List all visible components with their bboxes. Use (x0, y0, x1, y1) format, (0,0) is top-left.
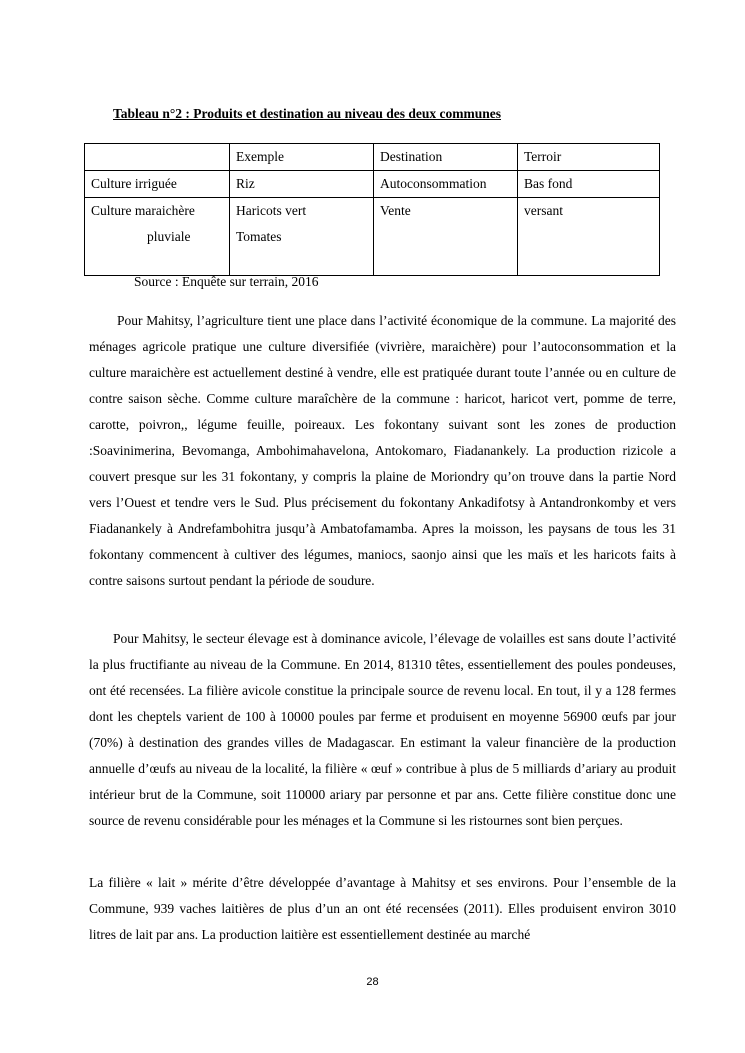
paragraph-lait: La filière « lait » mérite d’être développée d’avantage à Mahitsy et ses environs. Pour l’ensemble de la Commune, 939 vaches laitières de plus d’un an ont été recensées (2011). Elles produisent environ 3010 litres de lait par ans. La production laitière est essentiellement destinée au marché (89, 875, 676, 942)
header-cell-exemple: Exemple (230, 144, 374, 171)
table-header-row (85, 144, 660, 171)
cell-line (91, 224, 223, 250)
table-cell: Vente (374, 198, 518, 276)
table-row (85, 198, 660, 276)
table-cell (85, 198, 230, 276)
header-cell-empty (85, 144, 230, 171)
products-table (84, 143, 660, 276)
cell-line: Culture maraichère (91, 203, 195, 218)
table-cell: Autoconsommation (374, 171, 518, 198)
cell-line-indented: pluviale (147, 229, 191, 244)
header-cell-destination: Destination (374, 144, 518, 171)
table-cell: Culture irriguée (85, 171, 230, 198)
cell-line: Haricots vert (236, 203, 307, 218)
table-cell: Bas fond (518, 171, 660, 198)
table-caption: Tableau n°2 : Produits et destination au niveau des deux communes (113, 106, 501, 121)
table-row (85, 171, 660, 198)
table-cell: versant (518, 198, 660, 276)
table-cell: Riz (230, 171, 374, 198)
paragraph-agriculture: Pour Mahitsy, l’agriculture tient une place dans l’activité économique de la commune. La majorité des ménages agricole pratique une culture diversifiée (vivrière, maraichère) pour l’autoconsommation et la culture maraichère est actuellement destiné à vendre, elle est pratiquée durant toute l’année ou en culture de contre saison sèche. Comme culture maraîchère de la commune : haricot, haricot vert, pomme de terre, carotte, poivron,, légume feuille, poireaux. Les fokontany suivant sont les zones de production :Soavinimerina, Bevomanga, Ambohimahavelona, Antokomaro, Fiadanankely. La production rizicole a couvert presque sur les 31 fokontany, y compris la plaine de Moriondry qu’on trouve dans la partie Nord vers l’Ouest et tendre vers le Sud. Plus précisement du fokontany Ankadifotsy à Antandronkomby et vers Fiadanankely à Andrefambohitra jusqu’à Ambatofamamba. Apres la moisson, les paysans de tous les 31 fokontany commencent à cultiver des légumes, maniocs, saonjo ainsi que les maïs et les haricots faits à contre saisons surtout pendant la période de soudure. (89, 313, 676, 588)
cell-line: Tomates (236, 229, 282, 244)
table-cell (230, 198, 374, 276)
page-number: 28 (366, 976, 379, 988)
table-source: Source : Enquête sur terrain, 2016 (134, 274, 319, 289)
paragraph-elevage: Pour Mahitsy, le secteur élevage est à dominance avicole, l’élevage de volailles est sans doute l’activité la plus fructifiante au niveau de la Commune. En 2014, 81310 têtes, essentiellement des poules pondeuses, ont été recensées. La filière avicole constitue la principale source de revenu local. En tout, il y a 128 fermes dont les cheptels varient de 100 à 10000 poules par ferme et produisent en moyenne 56900 œufs par jour (70%) à destination des grandes villes de Madagascar. En estimant la valeur financière de la production annuelle d’œufs au niveau de la localité, la filière « œuf » contribue à plus de 5 milliards d’ariary au produit intérieur brut de la Commune, soit 110000 ariary par personne et par ans. Cette filière constitue donc une source de revenu considérable pour les ménages et la Commune si les ristournes sont bien perçues. (89, 631, 676, 828)
header-cell-terroir: Terroir (518, 144, 660, 171)
